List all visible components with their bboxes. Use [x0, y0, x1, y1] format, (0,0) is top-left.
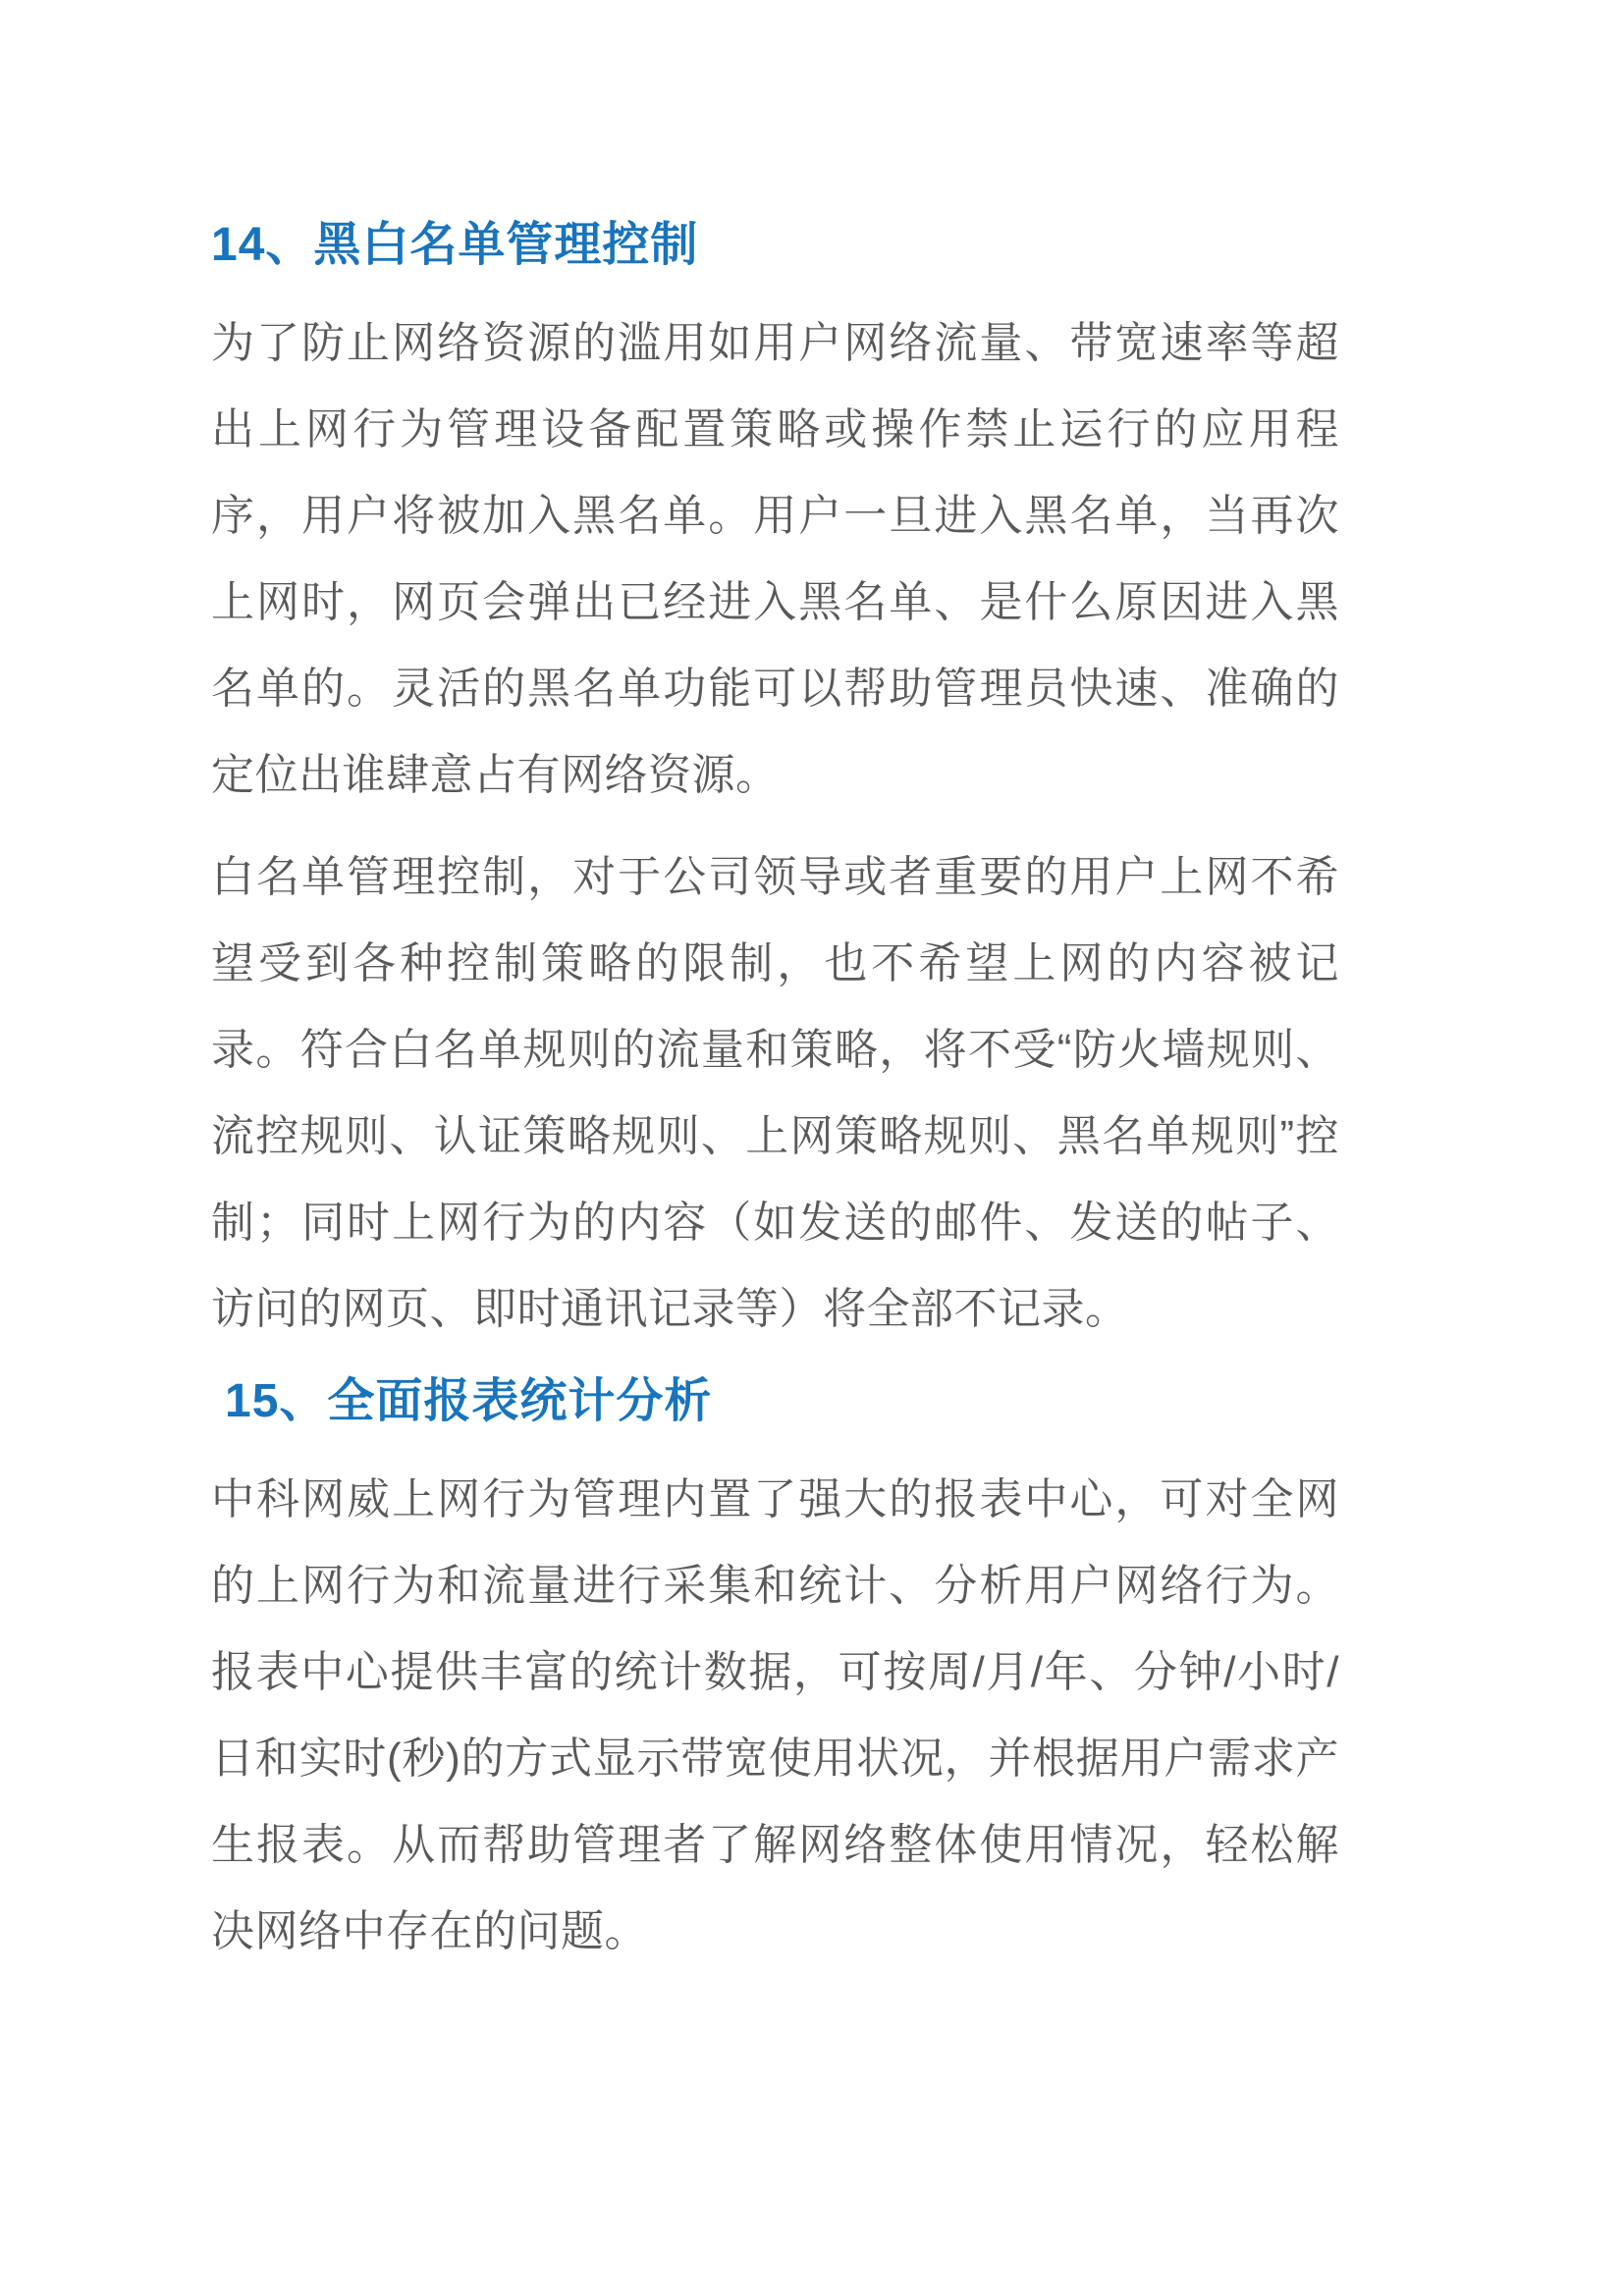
section-heading-14: 14、黑白名单管理控制 — [211, 219, 699, 271]
paragraph-blacklist: 为了防止网络资源的滥用如用户网络流量、带宽速率等超出上网行为管理设备配置策略或操作禁止运行的应用程序，用户将被加入黑名单。用户一旦进入黑名单，当再次上网时，网页会弹出已经进入黑名单、是什么原因进入黑名单的。灵活的黑名单功能可以帮助管理员快速、准确的定位出谁肆意占有网络资源。 — [211, 319, 1339, 799]
section-blacklist-whitelist — [211, 216, 1339, 1353]
section-heading-15: 15、全面报表统计分析 — [225, 1375, 713, 1427]
section-report-statistics — [211, 1372, 1339, 1975]
paragraph-whitelist: 白名单管理控制，对于公司领导或者重要的用户上网不希望受到各种控制策略的限制，也不希望上网的内容被记录。符合白名单规则的流量和策略，将不受“防火墙规则、流控规则、认证策略规则、上网策略规则、黑名单规则”控制；同时上网行为的内容（如发送的邮件、发送的帖子、访问的网页、即时通讯记录等）将全部不记录。 — [211, 853, 1339, 1333]
paragraph-report-center: 中科网威上网行为管理内置了强大的报表中心，可对全网的上网行为和流量进行采集和统计、分析用户网络行为。报表中心提供丰富的统计数据，可按周/月/年、分钟/小时/日和实时(秒)的方式显示带宽使用状况，并根据用户需求产生报表。从而帮助管理者了解网络整体使用情况，轻松解决网络中存在的问题。 — [211, 1475, 1339, 1955]
